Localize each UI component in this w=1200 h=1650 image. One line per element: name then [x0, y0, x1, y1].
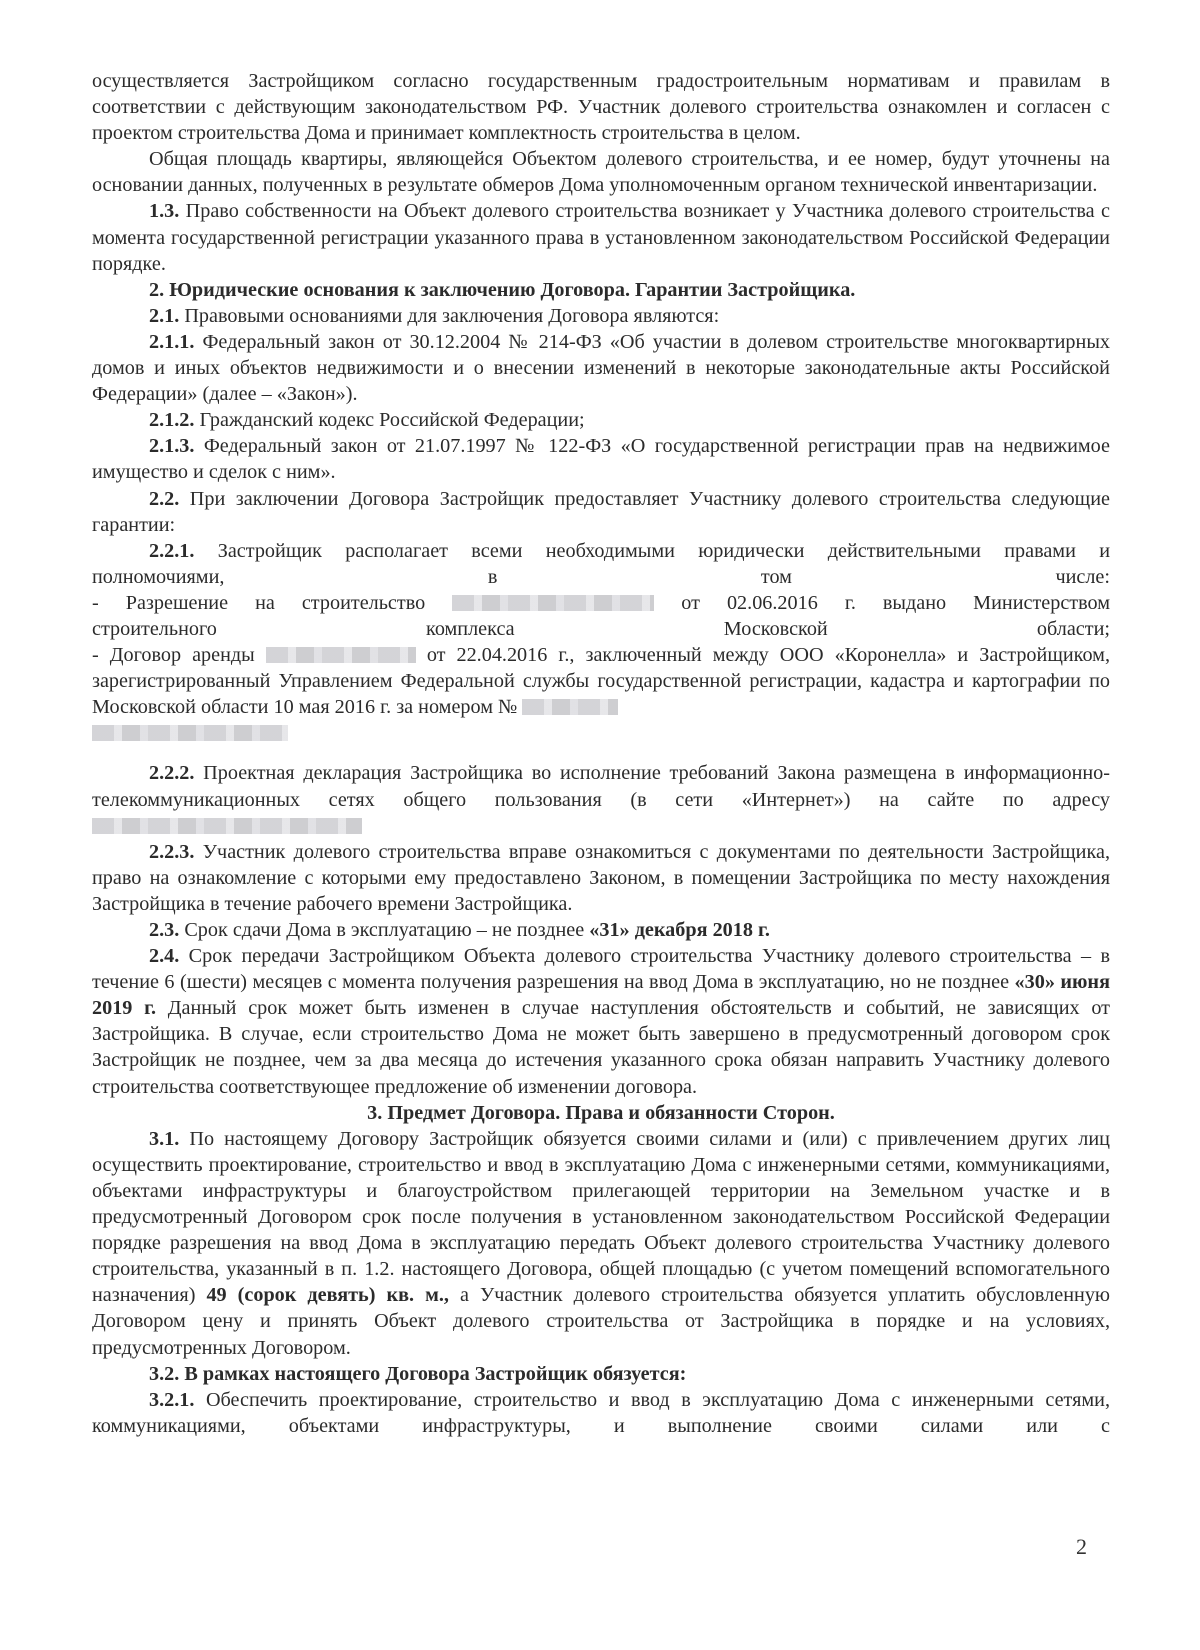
clause-text: По настоящему Договору Застройщик обязуется своими силами и (или) с привлечением других лиц осуществить проектирование, строительство и ввод в эксплуатацию Дома с инженерными сетями, коммуникациями, объектами инфраструктуры и благоустройством прилегающей территории на Земельном участке и в предусмотренный Договором срок после получения в установленном законодательством Российской Федерации порядке разрешения на ввод Дома в эксплуатацию передать Объект долевого строительства Участнику долевого строительства, указанный в п. 1.2. настоящего Договора, общей площадью (с учетом помещений вспомогательного назначения)	[92, 1127, 1110, 1307]
building-permit-line	[92, 590, 1110, 616]
clause-text-continued: а Участник долевого строительства обязуется уплатить обусловленную Договором цену и принять Объект долевого строительства от Застройщика в порядке и на условиях, предусмотренных Договором.	[92, 1284, 1110, 1359]
clause-number: 2.1.1.	[149, 330, 195, 353]
clause-text: Правовыми основаниями для заключения Договора являются:	[179, 304, 720, 327]
clause-text: Участник долевого строительства вправе ознакомиться с документами по деятельности Застройщика, право на ознакомление с которыми ему предоставлено Законом, в помещении Застройщика по месту нахождения Застройщика в течение рабочего времени Застройщика.	[92, 840, 1110, 915]
section-3-heading	[92, 1100, 1110, 1126]
word: строительного	[92, 617, 217, 640]
paragraph-2-3	[92, 917, 1110, 943]
clause-text: Федеральный закон от 21.07.1997 № 122-ФЗ «О государственной регистрации прав на недвижимое имущество и сделок с ним».	[92, 435, 1110, 484]
word: области;	[1036, 617, 1110, 640]
redacted-website-address	[92, 818, 362, 834]
clause-text-continued: Данный срок может быть изменен в случае наступления обстоятельств и событий, не зависящих от Застройщика. В случае, если строительство Дома не может быть завершено в предусмотренный договором срок Застройщик не позднее, чем за два месяца до истечения указанного срока обязан направить Участнику долевого строительства соответствующее предложение об изменении договора.	[92, 997, 1111, 1098]
section-heading-text: 2. Юридические основания к заключению Договора. Гарантии Застройщика.	[149, 278, 856, 301]
redacted-lease-number	[266, 647, 416, 663]
redacted-registration-number-continued	[92, 725, 288, 741]
word: том	[760, 565, 792, 588]
permit-label: - Разрешение на строительство	[92, 591, 426, 614]
clause-text: Право собственности на Объект долевого строительства возникает у Участника долевого строительства с момента государственной регистрации указанного права в установленном законодательством Российской Федерации порядке.	[92, 200, 1110, 275]
word: комплекса	[426, 617, 515, 640]
lease-agreement-paragraph	[92, 642, 1110, 746]
lease-details: от 22.04.2016 г., заключенный между ООО «Коронелла» и Застройщиком, зарегистрированный Управлением Федеральной службы государственной регистрации, кадастра и картографии по Московской области 10 мая 2016 г. за номером №	[92, 644, 1110, 719]
clause-number: 2.2.2.	[149, 762, 195, 785]
clause-number: 3.2.1.	[149, 1388, 195, 1411]
clause-number: 2.1.	[149, 304, 180, 327]
redacted-registration-number	[522, 699, 618, 715]
clause-number: 2.1.3.	[149, 435, 195, 458]
paragraph-2-4	[92, 943, 1110, 1100]
page-number: 2	[1076, 1534, 1087, 1559]
paragraph-2-2-2	[92, 760, 1110, 838]
paragraph-3-1	[92, 1126, 1110, 1361]
permit-issuer-line	[92, 616, 1110, 642]
clause-text: Застройщик располагает всеми необходимыми юридически действительными правами и	[194, 539, 1110, 562]
clause-number: 2.2.3.	[149, 840, 195, 863]
clause-text: При заключении Договора Застройщик предоставляет Участнику долевого строительства следующие гарантии:	[92, 487, 1110, 536]
clause-text: Срок передачи Застройщиком Объекта долевого строительства Участнику долевого строительства – в течение 6 (шести) месяцев с момента получения разрешения на ввод Дома в эксплуатацию, но не позднее	[92, 945, 1110, 994]
word: числе:	[1055, 565, 1110, 588]
clause-text: Срок сдачи Дома в эксплуатацию – не позднее	[179, 919, 590, 941]
word: Московской	[723, 617, 828, 640]
clause-number: 2.2.1.	[149, 539, 195, 562]
subsection-heading-text: 3.2. В рамках настоящего Договора Застройщик обязуется:	[149, 1362, 687, 1385]
paragraph-3-2	[92, 1361, 1110, 1387]
clause-number: 2.4.	[149, 945, 180, 968]
paragraph-2-1-2	[92, 407, 1110, 433]
clause-number: 2.1.2.	[149, 409, 195, 432]
clause-number: 1.3.	[149, 200, 180, 223]
word: полномочиями,	[92, 565, 225, 588]
permit-details: от 02.06.2016 г. выдано Министерством	[681, 591, 1111, 614]
clause-text: Проектная декларация Застройщика во исполнение требований Закона размещена в информационно-телекоммуникационных сетях общего пользования (в сети «Интернет») на сайте по адресу	[92, 762, 1110, 811]
clause-text: Гражданский кодекс Российской Федерации;	[194, 409, 585, 432]
paragraph-2-2	[92, 486, 1110, 538]
paragraph-2-2-1	[92, 538, 1110, 564]
paragraph-2-1-1	[92, 329, 1110, 407]
paragraph-2-1	[92, 303, 1110, 329]
redacted-permit-number	[452, 595, 654, 611]
clause-number: 2.3.	[149, 919, 180, 941]
section-2-heading	[92, 277, 1110, 303]
object-area: 49 (сорок девять) кв. м.,	[206, 1284, 449, 1307]
transfer-deadline: «30» июня 2019 г.	[92, 971, 1110, 1020]
clause-text: Обеспечить проектирование, строительство и ввод в эксплуатацию Дома с инженерными сетями, коммуникациями, объектами инфраструктуры, и выполнение своими силами или с	[92, 1388, 1110, 1437]
section-heading-text: 3. Предмет Договора. Права и обязанности Сторон.	[367, 1101, 835, 1124]
paragraph-2-2-3	[92, 839, 1110, 917]
document-page	[92, 68, 1110, 1439]
paragraph-construction-norms: осуществляется Застройщиком согласно государственным градостроительным нормативам и правилам в соответствии с действующим законодательством РФ. Участник долевого строительства ознакомлен и согласен с проектом строительства Дома и принимает комплектность строительства в целом.	[92, 70, 1110, 145]
paragraph-3-2-1	[92, 1387, 1110, 1439]
paragraph-apartment-area: Общая площадь квартиры, являющейся Объектом долевого строительства, и ее номер, будут уточнены на основании данных, полученных в результате обмеров Дома уполномоченным органом технической инвентаризации.	[92, 148, 1110, 197]
commissioning-deadline: «31» декабря 2018 г.	[589, 919, 770, 941]
paragraph-1-3	[92, 198, 1110, 276]
clause-number: 2.2.	[149, 487, 180, 510]
lease-label: - Договор аренды	[92, 644, 255, 667]
paragraph-2-2-1-continuation	[92, 564, 1110, 590]
word: в	[487, 565, 498, 588]
clause-number: 3.1.	[149, 1127, 180, 1150]
clause-text: Федеральный закон от 30.12.2004 № 214-ФЗ «Об участии в долевом строительстве многоквартирных домов и иных объектов недвижимости и о внесении изменений в некоторые законодательные акты Российской Федерации» (далее – «Закон»).	[92, 330, 1110, 406]
paragraph-2-1-3	[92, 433, 1110, 485]
